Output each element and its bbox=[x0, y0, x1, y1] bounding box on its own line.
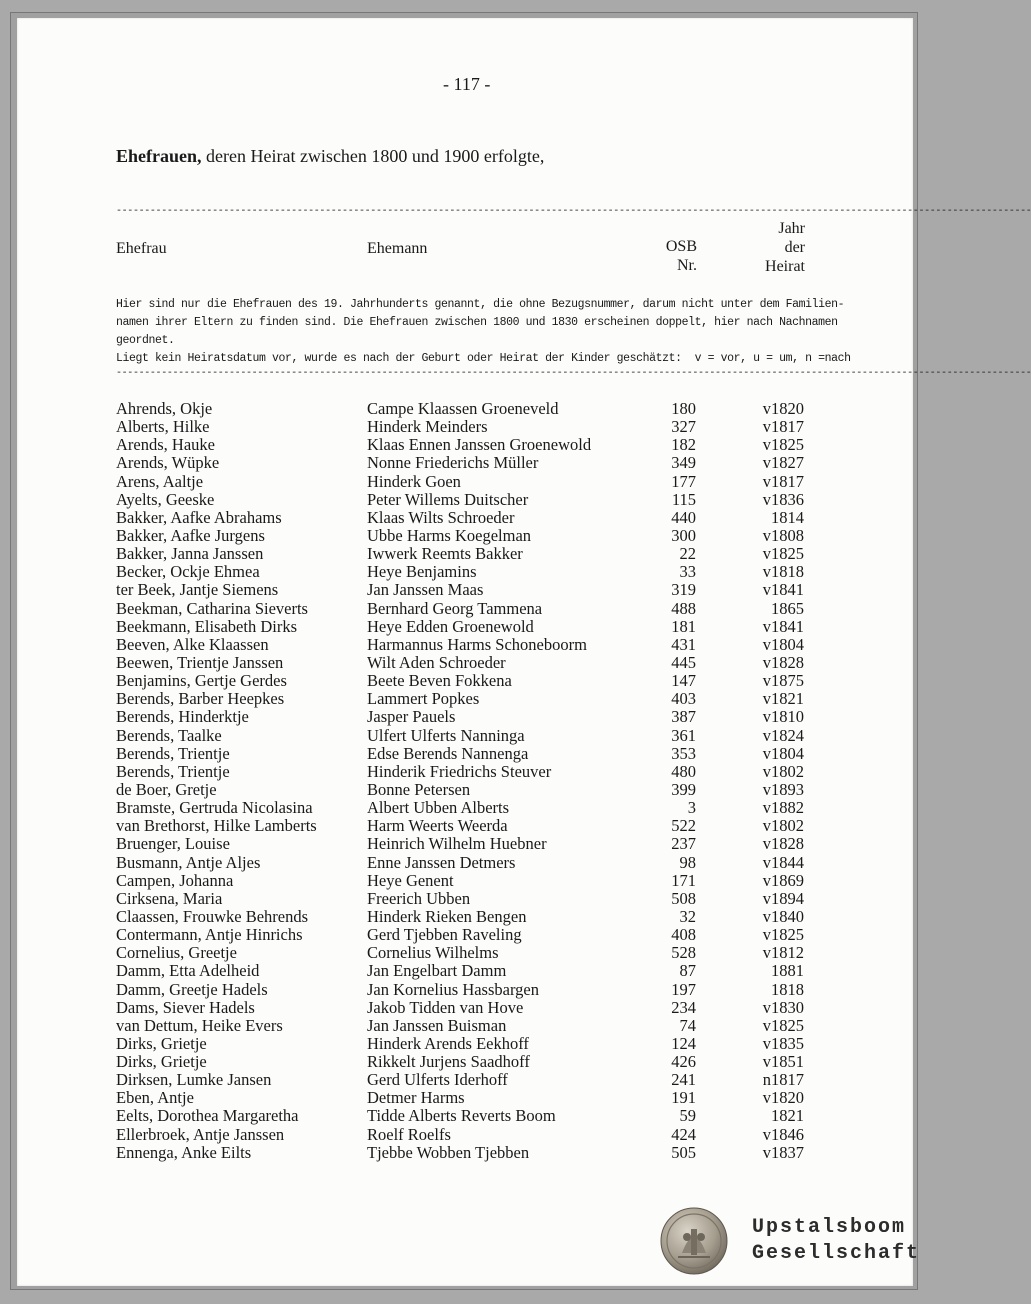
marriage-year: v1869 bbox=[762, 870, 804, 890]
marriage-year: v1820 bbox=[762, 399, 804, 418]
husband-name: Tidde Alberts Reverts Boom bbox=[367, 1106, 556, 1126]
table-row bbox=[116, 926, 856, 944]
table-row bbox=[116, 454, 856, 472]
husband-name: Albert Ubben Alberts bbox=[367, 798, 510, 818]
husband-name: Jasper Pauels bbox=[367, 707, 456, 727]
husband-name: Gerd Ulferts Iderhoff bbox=[367, 1070, 508, 1090]
marriage-year: v1836 bbox=[762, 489, 804, 509]
table-row bbox=[116, 654, 856, 672]
wife-name: Berends, Barber Heepkes bbox=[116, 689, 285, 709]
table-row bbox=[116, 1053, 856, 1071]
marriage-year: v1844 bbox=[762, 852, 804, 872]
osb-number: 361 bbox=[671, 725, 696, 745]
col-header-year-line2: der bbox=[784, 239, 805, 256]
table-row bbox=[116, 781, 856, 799]
table-row bbox=[116, 491, 856, 509]
dash-rule-top: ------------------------------------------------------------------------------------------------------------------------------------------------------------------ bbox=[116, 206, 1031, 217]
logo-line-2: Gesellschaft bbox=[752, 1242, 921, 1265]
table-row bbox=[116, 1126, 856, 1144]
wife-name: Dirks, Grietje bbox=[116, 1052, 207, 1072]
osb-number: 440 bbox=[671, 507, 696, 527]
husband-name: Detmer Harms bbox=[367, 1088, 465, 1108]
osb-number: 32 bbox=[679, 906, 696, 926]
table-row bbox=[116, 835, 856, 853]
note-line-3: geordnet. bbox=[116, 334, 175, 347]
osb-number: 98 bbox=[679, 852, 696, 872]
table-row bbox=[116, 1017, 856, 1035]
table-row bbox=[116, 745, 856, 763]
table-row bbox=[116, 509, 856, 527]
marriage-year: v1840 bbox=[762, 906, 804, 926]
osb-number: 147 bbox=[671, 671, 696, 691]
table-row bbox=[116, 600, 856, 618]
col-header-osb-line2: Nr. bbox=[677, 257, 697, 274]
table-row bbox=[116, 436, 856, 454]
husband-name: Cornelius Wilhelms bbox=[367, 943, 499, 963]
osb-number: 181 bbox=[671, 616, 696, 636]
table-row bbox=[116, 1089, 856, 1107]
husband-name: Hinderk Arends Eekhoff bbox=[367, 1033, 529, 1053]
table-row bbox=[116, 618, 856, 636]
osb-number: 522 bbox=[671, 816, 696, 836]
husband-name: Heye Edden Groenewold bbox=[367, 616, 534, 636]
marriage-year: v1817 bbox=[762, 417, 804, 437]
table-row bbox=[116, 672, 856, 690]
marriage-year: v1802 bbox=[762, 816, 804, 836]
husband-name: Jakob Tidden van Hove bbox=[367, 997, 524, 1017]
page-heading bbox=[116, 146, 544, 167]
osb-number: 426 bbox=[671, 1052, 696, 1072]
marriage-year: v1846 bbox=[762, 1124, 804, 1144]
table-row bbox=[116, 962, 856, 980]
wife-name: Beekmann, Elisabeth Dirks bbox=[116, 616, 298, 636]
col-header-osb-line1: OSB bbox=[665, 238, 697, 255]
col-header-wife: Ehefrau bbox=[116, 240, 167, 257]
wife-name: Ayelts, Geeske bbox=[116, 489, 215, 509]
osb-number: 349 bbox=[671, 453, 696, 473]
marriage-year: v1820 bbox=[762, 1088, 804, 1108]
table-row bbox=[116, 872, 856, 890]
osb-number: 488 bbox=[671, 598, 696, 618]
marriage-year: v1828 bbox=[762, 652, 804, 672]
col-header-husband: Ehemann bbox=[367, 240, 428, 257]
heading-rest: deren Heirat zwischen 1800 und 1900 erfolgte, bbox=[201, 146, 545, 166]
wife-name: Beeven, Alke Klaassen bbox=[116, 634, 269, 654]
wife-name: Dirks, Grietje bbox=[116, 1033, 207, 1053]
osb-number: 191 bbox=[671, 1088, 696, 1108]
marriage-year: v1824 bbox=[762, 725, 804, 745]
osb-number: 124 bbox=[671, 1033, 696, 1053]
husband-name: Rikkelt Jurjens Saadhoff bbox=[367, 1052, 530, 1072]
note-line-4: Liegt kein Heiratsdatum vor, wurde es nach der Geburt oder Heirat der Kinder geschätzt: v = vor, u = um, n =nach bbox=[116, 352, 851, 365]
wife-name: van Brethorst, Hilke Lamberts bbox=[116, 816, 317, 836]
wife-name: Eben, Antje bbox=[116, 1088, 194, 1108]
marriage-year: v1841 bbox=[762, 580, 804, 600]
marriage-year: v1875 bbox=[762, 671, 804, 691]
osb-number: 3 bbox=[687, 798, 696, 818]
osb-number: 508 bbox=[671, 888, 696, 908]
table-row bbox=[116, 799, 856, 817]
wife-name: Claassen, Frouwke Behrends bbox=[116, 906, 309, 926]
husband-name: Edse Berends Nannenga bbox=[367, 743, 529, 763]
husband-name: Enne Janssen Detmers bbox=[367, 852, 516, 872]
dash-rule-bottom: ------------------------------------------------------------------------------------------------------------------------------------------------------------------ bbox=[116, 368, 1031, 379]
husband-name: Freerich Ubben bbox=[367, 888, 471, 908]
marriage-year: v1837 bbox=[762, 1142, 804, 1162]
husband-name: Heye Benjamins bbox=[367, 562, 477, 582]
wife-name: Becker, Ockje Ehmea bbox=[116, 562, 260, 582]
wife-name: Ahrends, Okje bbox=[116, 399, 213, 418]
marriage-year: 1818 bbox=[771, 979, 804, 999]
husband-name: Lammert Popkes bbox=[367, 689, 480, 709]
table-row bbox=[116, 944, 856, 962]
marriage-year: 1865 bbox=[771, 598, 804, 618]
wife-name: Bakker, Aafke Abrahams bbox=[116, 507, 282, 527]
husband-name: Bonne Petersen bbox=[367, 779, 471, 799]
osb-number: 403 bbox=[671, 689, 696, 709]
husband-name: Iwwerk Reemts Bakker bbox=[367, 544, 523, 564]
osb-number: 197 bbox=[671, 979, 696, 999]
osb-number: 353 bbox=[671, 743, 696, 763]
marriage-year: v1810 bbox=[762, 707, 804, 727]
wife-name: Campen, Johanna bbox=[116, 870, 234, 890]
osb-number: 300 bbox=[671, 525, 696, 545]
wife-name: van Dettum, Heike Evers bbox=[116, 1015, 283, 1035]
wife-name: Arends, Hauke bbox=[116, 435, 215, 455]
marriage-year: v1882 bbox=[762, 798, 804, 818]
osb-number: 327 bbox=[671, 417, 696, 437]
osb-number: 87 bbox=[679, 961, 696, 981]
osb-number: 387 bbox=[671, 707, 696, 727]
osb-number: 237 bbox=[671, 834, 696, 854]
osb-number: 528 bbox=[671, 943, 696, 963]
marriage-year: v1827 bbox=[762, 453, 804, 473]
table-row bbox=[116, 400, 856, 418]
husband-name: Campe Klaassen Groeneveld bbox=[367, 399, 559, 418]
wife-name: Contermann, Antje Hinrichs bbox=[116, 925, 303, 945]
table-row bbox=[116, 708, 856, 726]
husband-name: Peter Willems Duitscher bbox=[367, 489, 529, 509]
col-header-year-line3: Heirat bbox=[765, 258, 805, 275]
table-row bbox=[116, 1144, 856, 1162]
wife-name: Bramste, Gertruda Nicolasina bbox=[116, 798, 313, 818]
osb-number: 171 bbox=[671, 870, 696, 890]
husband-name: Hinderk Rieken Bengen bbox=[367, 906, 527, 926]
col-header-year-line1: Jahr bbox=[778, 220, 805, 237]
seal-logo-icon bbox=[660, 1207, 728, 1275]
osb-number: 424 bbox=[671, 1124, 696, 1144]
marriage-year: v1825 bbox=[762, 1015, 804, 1035]
table-row bbox=[116, 999, 856, 1017]
note-line-1: Hier sind nur die Ehefrauen des 19. Jahrhunderts genannt, die ohne Bezugsnummer, darum nicht unter dem Familien- bbox=[116, 298, 845, 311]
wife-name: Berends, Hinderktje bbox=[116, 707, 249, 727]
note-line-2: namen ihrer Eltern zu finden sind. Die Ehefrauen zwischen 1800 und 1830 erscheinen doppelt, hier nach Nachnamen bbox=[116, 316, 838, 329]
osb-number: 115 bbox=[671, 489, 696, 509]
table-row bbox=[116, 1035, 856, 1053]
wife-name: Bakker, Aafke Jurgens bbox=[116, 525, 265, 545]
husband-name: Harmannus Harms Schoneboorm bbox=[367, 634, 587, 654]
osb-number: 180 bbox=[671, 399, 696, 418]
husband-name: Hinderk Goen bbox=[367, 471, 461, 491]
table-row bbox=[116, 763, 856, 781]
husband-name: Klaas Wilts Schroeder bbox=[367, 507, 515, 527]
osb-number: 399 bbox=[671, 779, 696, 799]
marriage-year: v1841 bbox=[762, 616, 804, 636]
wife-name: Busmann, Antje Aljes bbox=[116, 852, 261, 872]
marriage-year: 1881 bbox=[771, 961, 804, 981]
husband-name: Ubbe Harms Koegelman bbox=[367, 525, 532, 545]
husband-name: Heye Genent bbox=[367, 870, 454, 890]
husband-name: Jan Janssen Maas bbox=[367, 580, 484, 600]
marriage-year: 1814 bbox=[771, 507, 804, 527]
table-row bbox=[116, 563, 856, 581]
wife-name: Damm, Etta Adelheid bbox=[116, 961, 260, 981]
table-row bbox=[116, 908, 856, 926]
marriage-year: v1828 bbox=[762, 834, 804, 854]
osb-number: 241 bbox=[671, 1070, 696, 1090]
marriage-year: v1851 bbox=[762, 1052, 804, 1072]
heading-bold: Ehefrauen, bbox=[116, 146, 202, 166]
husband-name: Jan Engelbart Damm bbox=[367, 961, 507, 981]
marriage-year: v1804 bbox=[762, 634, 804, 654]
table-row bbox=[116, 690, 856, 708]
marriage-year: v1835 bbox=[762, 1033, 804, 1053]
table-row bbox=[116, 545, 856, 563]
osb-number: 234 bbox=[671, 997, 696, 1017]
wife-name: Ellerbroek, Antje Janssen bbox=[116, 1124, 285, 1144]
table-row bbox=[116, 890, 856, 908]
table-row bbox=[116, 527, 856, 545]
marriage-year: v1825 bbox=[762, 544, 804, 564]
marriage-year: v1821 bbox=[762, 689, 804, 709]
husband-name: Roelf Roelfs bbox=[367, 1124, 451, 1144]
wife-name: Bakker, Janna Janssen bbox=[116, 544, 264, 564]
husband-name: Harm Weerts Weerda bbox=[367, 816, 508, 836]
marriage-year: v1818 bbox=[762, 562, 804, 582]
husband-name: Tjebbe Wobben Tjebben bbox=[367, 1142, 530, 1162]
wife-name: Berends, Trientje bbox=[116, 743, 230, 763]
marriage-year: n1817 bbox=[762, 1070, 804, 1090]
marriage-year: v1893 bbox=[762, 779, 804, 799]
explanatory-note bbox=[116, 296, 876, 368]
wife-name: Alberts, Hilke bbox=[116, 417, 210, 437]
marriage-table bbox=[116, 400, 856, 1162]
table-row bbox=[116, 854, 856, 872]
wife-name: Berends, Trientje bbox=[116, 761, 230, 781]
wife-name: Cornelius, Greetje bbox=[116, 943, 237, 963]
husband-name: Nonne Friederichs Müller bbox=[367, 453, 539, 473]
marriage-year: v1817 bbox=[762, 471, 804, 491]
marriage-year: v1825 bbox=[762, 925, 804, 945]
osb-number: 505 bbox=[671, 1142, 696, 1162]
osb-number: 431 bbox=[671, 634, 696, 654]
wife-name: Damm, Greetje Hadels bbox=[116, 979, 268, 999]
table-row bbox=[116, 418, 856, 436]
wife-name: Benjamins, Gertje Gerdes bbox=[116, 671, 287, 691]
husband-name: Bernhard Georg Tammena bbox=[367, 598, 543, 618]
document-page bbox=[17, 18, 1031, 1286]
husband-name: Wilt Aden Schroeder bbox=[367, 652, 506, 672]
col-header-osb bbox=[637, 237, 697, 275]
osb-number: 182 bbox=[671, 435, 696, 455]
wife-name: Arens, Aaltje bbox=[116, 471, 204, 491]
wife-name: Dirksen, Lumke Jansen bbox=[116, 1070, 272, 1090]
table-row bbox=[116, 981, 856, 999]
marriage-year: v1804 bbox=[762, 743, 804, 763]
osb-number: 480 bbox=[671, 761, 696, 781]
wife-name: Arends, Wüpke bbox=[116, 453, 220, 473]
husband-name: Gerd Tjebben Raveling bbox=[367, 925, 522, 945]
table-row bbox=[116, 581, 856, 599]
husband-name: Beete Beven Fokkena bbox=[367, 671, 512, 691]
marriage-year: v1825 bbox=[762, 435, 804, 455]
husband-name: Jan Kornelius Hassbargen bbox=[367, 979, 539, 999]
osb-number: 319 bbox=[671, 580, 696, 600]
osb-number: 33 bbox=[679, 562, 696, 582]
husband-name: Ulfert Ulferts Nanninga bbox=[367, 725, 525, 745]
wife-name: Eelts, Dorothea Margaretha bbox=[116, 1106, 299, 1126]
wife-name: Bruenger, Louise bbox=[116, 834, 230, 854]
page-number: - 117 - bbox=[443, 74, 491, 94]
husband-name: Klaas Ennen Janssen Groenewold bbox=[367, 435, 592, 455]
table-row bbox=[116, 727, 856, 745]
wife-name: Dams, Siever Hadels bbox=[116, 997, 255, 1017]
marriage-year: v1808 bbox=[762, 525, 804, 545]
husband-name: Heinrich Wilhelm Huebner bbox=[367, 834, 547, 854]
table-row bbox=[116, 817, 856, 835]
table-row bbox=[116, 473, 856, 491]
wife-name: Beekman, Catharina Sieverts bbox=[116, 598, 308, 618]
marriage-year: 1821 bbox=[771, 1106, 804, 1126]
husband-name: Hinderik Friedrichs Steuver bbox=[367, 761, 552, 781]
wife-name: Beewen, Trientje Janssen bbox=[116, 652, 284, 672]
logo-line-1: Upstalsboom bbox=[752, 1216, 907, 1239]
osb-number: 59 bbox=[679, 1106, 696, 1126]
marriage-year: v1802 bbox=[762, 761, 804, 781]
wife-name: Ennenga, Anke Eilts bbox=[116, 1142, 252, 1162]
husband-name: Hinderk Meinders bbox=[367, 417, 488, 437]
marriage-year: v1830 bbox=[762, 997, 804, 1017]
marriage-year: v1894 bbox=[762, 888, 804, 908]
table-row bbox=[116, 1107, 856, 1125]
wife-name: de Boer, Gretje bbox=[116, 779, 217, 799]
osb-number: 22 bbox=[679, 544, 696, 564]
marriage-year: v1812 bbox=[762, 943, 804, 963]
table-row bbox=[116, 636, 856, 654]
table-row bbox=[116, 1071, 856, 1089]
wife-name: ter Beek, Jantje Siemens bbox=[116, 580, 279, 600]
osb-number: 445 bbox=[671, 652, 696, 672]
col-header-year bbox=[737, 219, 805, 276]
husband-name: Jan Janssen Buisman bbox=[367, 1015, 507, 1035]
osb-number: 74 bbox=[679, 1015, 696, 1035]
wife-name: Cirksena, Maria bbox=[116, 888, 223, 908]
society-logo-text bbox=[752, 1215, 920, 1267]
osb-number: 177 bbox=[671, 471, 696, 491]
osb-number: 408 bbox=[671, 925, 696, 945]
wife-name: Berends, Taalke bbox=[116, 725, 222, 745]
